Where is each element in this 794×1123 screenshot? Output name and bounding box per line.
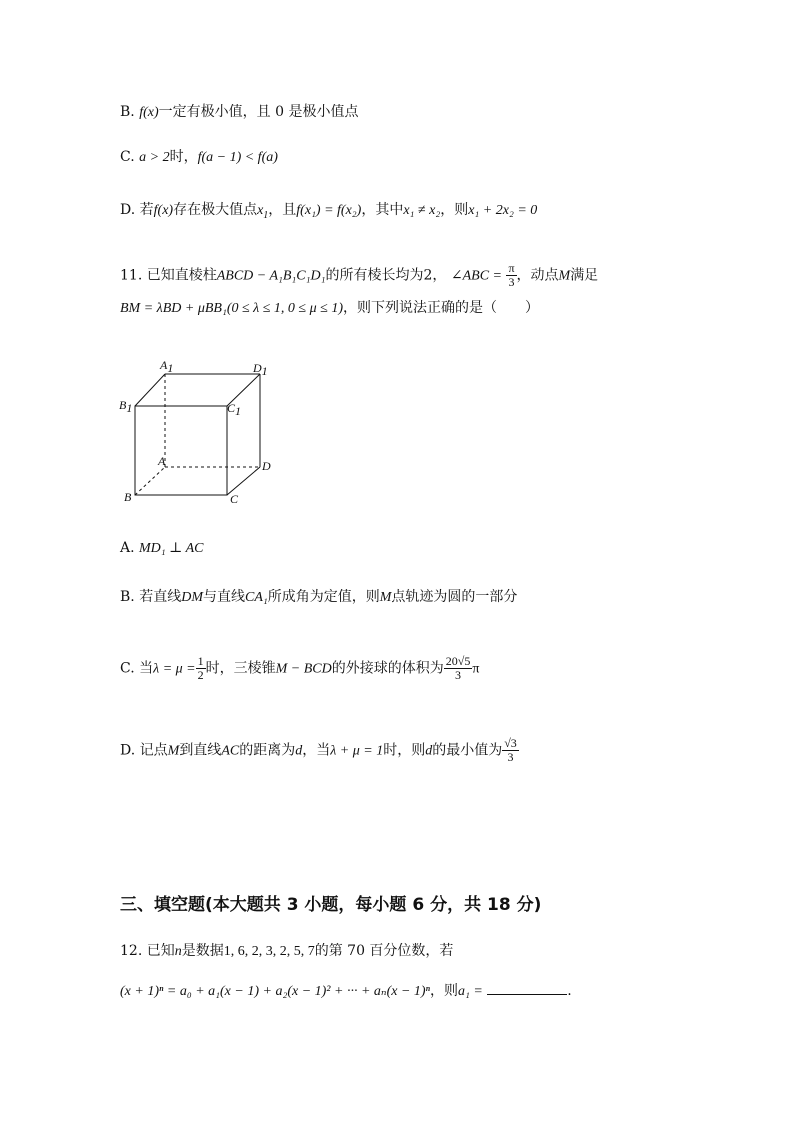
q11-option-b-letter: B. <box>120 589 135 605</box>
q11-option-a-letter: A. <box>120 540 135 556</box>
q12-number: 12. <box>120 943 143 959</box>
q11-option-c-t2: 时，三棱锥 <box>205 660 276 677</box>
option-b-line <box>120 102 358 123</box>
option-b-func: f(x) <box>139 105 159 120</box>
option-c-t1: 时， <box>169 149 198 165</box>
edge-ba-hidden <box>135 467 165 495</box>
q12-t2: 是数据 <box>181 943 224 959</box>
q12-a1: a₁ = <box>457 984 483 999</box>
q11-option-c-volume <box>444 655 473 682</box>
q11-option-d-t2: 到直线 <box>179 742 222 759</box>
q11-option-d-t3: 的距离为 <box>239 742 296 759</box>
q12-end: . <box>567 983 572 999</box>
option-d-line <box>120 200 537 226</box>
option-d-res: x₁ + 2x₂ = 0 <box>468 203 538 218</box>
q11-t3: ，动点 <box>516 267 559 284</box>
q11-vector-eq: BM = λBD + μBB₁(0 ≤ λ ≤ 1, 0 ≤ μ ≤ 1) <box>120 301 343 316</box>
q11-option-b-t2: 与直线 <box>202 589 245 605</box>
label-d: D <box>262 459 271 473</box>
q12-t1: 已知 <box>146 943 175 959</box>
q11-angle-den: 3 <box>508 275 515 289</box>
label-a1: A1 <box>160 358 174 375</box>
q11-angle-num: π <box>508 261 515 275</box>
q11-option-c-pi: π <box>472 661 480 677</box>
q11-option-d-min <box>502 737 519 764</box>
q11-option-c-half <box>196 655 206 682</box>
q11-option-d-ac: AC <box>221 743 240 759</box>
q11-stem-line2 <box>120 298 539 319</box>
q11-option-a-expr: MD₁ ⊥ AC <box>139 541 204 556</box>
q11-option-b-m: M <box>379 590 392 605</box>
q12-answer-blank[interactable] <box>487 980 567 995</box>
q11-option-d <box>120 737 519 764</box>
q11-option-d-min-den: 3 <box>507 750 514 764</box>
label-a: A <box>158 454 166 468</box>
q11-option-c-letter: C. <box>120 660 135 677</box>
q11-t4: 满足 <box>570 267 599 284</box>
q12-n: n <box>174 944 182 959</box>
option-d-t1: 若 <box>139 202 154 218</box>
q11-t2: 的所有棱长均为2， <box>325 267 447 284</box>
q11-option-a <box>120 538 203 559</box>
option-d-t5: ，则 <box>440 202 469 218</box>
q11-option-c-volume-den: 3 <box>455 668 462 682</box>
label-b1: B1 <box>119 398 133 415</box>
q11-point-m: M <box>558 268 571 284</box>
q11-option-b-dm: DM <box>181 590 203 605</box>
q11-stem-line1 <box>120 262 598 289</box>
q12-t3: 的第 70 百分位数，若 <box>314 943 454 959</box>
edge-b1a1 <box>135 374 165 406</box>
q11-option-d-min-num: √3 <box>504 736 517 750</box>
q11-option-c-t1: 当 <box>139 660 154 677</box>
q12-expansion: (x + 1)ⁿ = a₀ + a₁(x − 1) + a₂(x − 1)² + ··· + aₙ(x − 1)ⁿ <box>120 984 430 999</box>
q12-line1 <box>120 941 453 962</box>
q11-option-d-letter: D. <box>120 742 136 759</box>
q12-t4: ，则 <box>429 983 458 999</box>
label-c: C <box>230 492 239 506</box>
q11-option-c-half-num: 1 <box>197 654 204 668</box>
q11-option-b-t1: 若直线 <box>139 589 182 605</box>
option-c-line <box>120 147 278 168</box>
q11-option-c-volume-num: 20√5 <box>445 654 471 668</box>
q11-option-b-t4: 点轨迹为圆的一部分 <box>391 589 518 605</box>
q11-option-d-d2: d <box>425 743 433 759</box>
q11-option-c <box>120 655 479 682</box>
q11-option-c-cond: λ = μ = <box>153 661 196 677</box>
option-d-eq: f(x₁) = f(x₂) <box>296 203 362 218</box>
q11-option-c-half-den: 2 <box>197 668 204 682</box>
q11-option-c-t3: 的外接球的体积为 <box>331 660 444 677</box>
option-b-letter: B. <box>120 104 135 120</box>
option-c-letter: C. <box>120 149 135 165</box>
option-d-t3: ，且 <box>268 202 297 218</box>
option-d-func: f(x) <box>153 203 174 218</box>
q11-option-d-t5: 时，则 <box>383 742 426 759</box>
section-3-title: 三、填空题(本大题共 3 小题，每小题 6 分，共 18 分) <box>120 895 542 915</box>
q11-option-b-ca: CA₁ <box>244 590 268 605</box>
q11-t5: ，则下列说法正确的是（ ） <box>342 300 539 316</box>
q11-angle-frac <box>506 262 516 289</box>
q12-line2 <box>120 980 572 1002</box>
option-c-cond: a > 2 <box>139 150 170 165</box>
q11-option-d-t4: ，当 <box>302 742 331 759</box>
option-c-ineq: f(a − 1) < f(a) <box>197 150 278 165</box>
prism-figure <box>115 352 285 512</box>
q11-option-c-tet: M − BCD <box>275 661 332 677</box>
option-d-t4: ，其中 <box>361 202 404 218</box>
q11-t1: 已知直棱柱 <box>146 267 217 284</box>
q11-angle: ∠ABC = <box>450 268 502 284</box>
q11-option-d-t1: 记点 <box>139 742 168 759</box>
option-b-text: 一定有极小值，且 0 是极小值点 <box>158 104 359 120</box>
option-d-t2: 存在极大值点 <box>173 202 258 218</box>
q11-option-d-d: d <box>295 743 303 759</box>
q11-prism: ABCD − A₁B₁C₁D₁ <box>216 268 326 284</box>
q11-option-d-m: M <box>167 743 180 759</box>
q11-number: 11. <box>120 267 143 284</box>
edge-cd <box>227 467 260 495</box>
q11-option-d-t6: 的最小值为 <box>432 742 503 759</box>
q11-option-b <box>120 587 517 608</box>
option-d-neq: x₁ ≠ x₂ <box>403 203 441 218</box>
label-c1: C1 <box>227 401 242 418</box>
q11-option-d-cond: λ + μ = 1 <box>330 743 384 759</box>
label-d1: D1 <box>253 361 268 378</box>
label-b: B <box>124 490 132 504</box>
q11-option-b-t3: 所成角为定值，则 <box>267 589 380 605</box>
option-d-x1: $x_1$ <box>257 203 269 221</box>
q12-data: 1, 6, 2, 3, 2, 5, 7 <box>223 944 315 959</box>
option-d-letter: D. <box>120 202 136 218</box>
